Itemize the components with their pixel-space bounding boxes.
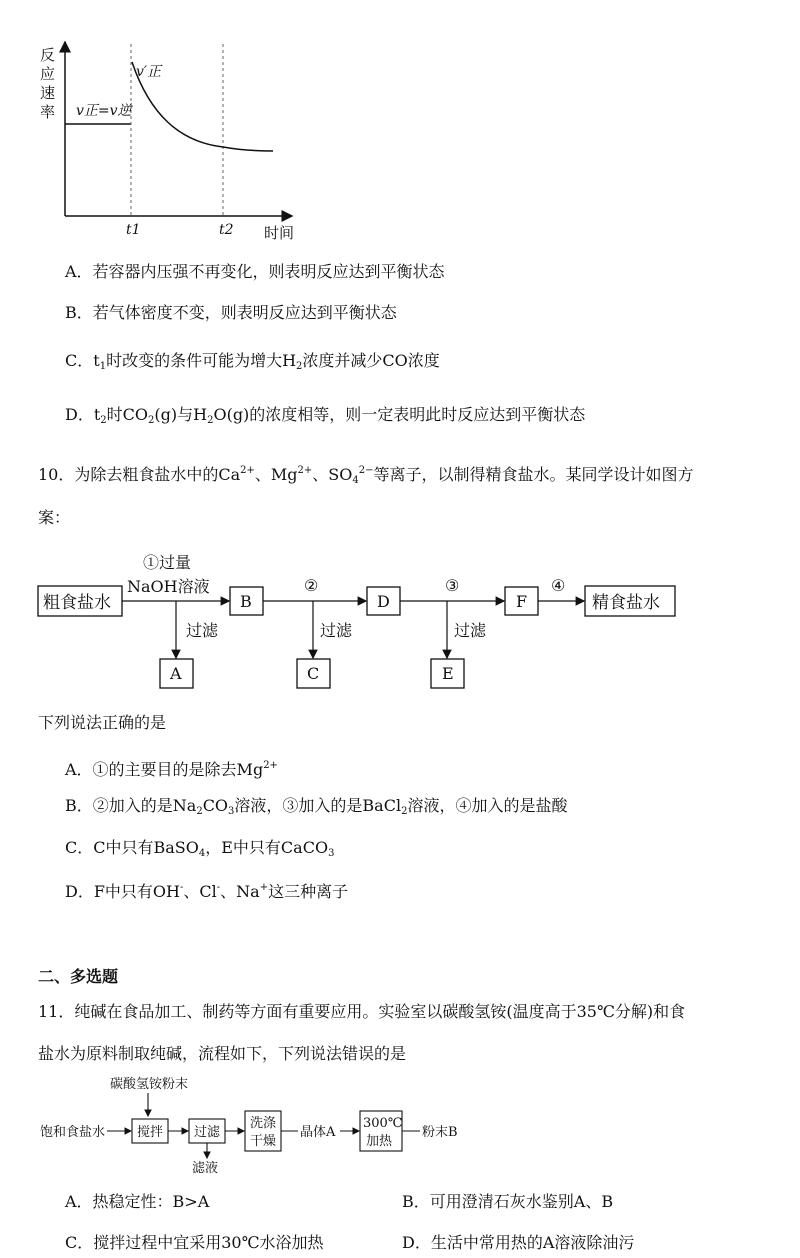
y-axis-char: 反	[40, 46, 56, 64]
step1-top-label: ①过量	[143, 553, 192, 572]
v-eq-label: v正=v逆	[76, 103, 132, 119]
box-f-label: F	[516, 592, 528, 611]
q9-option-c: C．$t_1$时改变的条件可能为增大$H_2$浓度并减少CO浓度	[65, 351, 440, 372]
y-axis-char: 率	[40, 103, 56, 121]
q10-option-c: C．C中只有BaSO$_4$，E中只有CaCO$_3$	[65, 838, 335, 859]
heat-temp-label: 300℃	[363, 1116, 403, 1131]
bicarbonate-powder-label: 碳酸氢铵粉末	[110, 1077, 189, 1092]
box-b-label: B	[240, 592, 252, 611]
box-d-label: D	[377, 592, 390, 611]
t1-label: t1	[126, 222, 141, 238]
q11-stem-line1: 11．纯碱在食品加工、制药等方面有重要应用。实验室以碳酸氢铵(温度高于35℃分解)和食	[38, 1002, 686, 1021]
filter3-label: 过滤	[454, 621, 487, 640]
q9-option-b: B．若气体密度不变，则表明反应达到平衡状态	[65, 303, 397, 322]
y-axis-char: 应	[40, 65, 56, 83]
filter1-label: 过滤	[186, 621, 219, 640]
q11-option-b: B．可用澄清石灰水鉴别A、B	[402, 1192, 614, 1211]
saturated-brine-label: 饱和食盐水	[40, 1125, 106, 1140]
box-c-label: C	[307, 664, 320, 683]
q11-option-c: C．搅拌过程中宜采用30℃水浴加热	[65, 1233, 324, 1252]
q11-stem-line2: 盐水为原料制取纯碱，流程如下，下列说法错误的是	[38, 1044, 407, 1063]
dry-label: 干燥	[250, 1134, 277, 1149]
filtrate-label: 滤液	[192, 1161, 219, 1176]
q10-option-a: A．①的主要目的是除去$Mg^{2+}$	[65, 760, 278, 779]
heat-label: 加热	[366, 1134, 393, 1149]
step1-bottom-label: NaOH溶液	[127, 577, 210, 596]
x-axis-label: 时间	[264, 224, 295, 242]
filter2-label: 过滤	[320, 621, 353, 640]
q11-option-d: D．生活中常用热的A溶液除油污	[402, 1233, 635, 1252]
q10-option-b: B．②加入的是$Na_2CO_3$溶液，③加入的是BaCl$_2$溶液，④加入的是盐酸	[65, 796, 568, 817]
q9-option-a: A．若容器内压强不再变化，则表明反应达到平衡状态	[65, 262, 445, 281]
section-heading: 二、多选题	[38, 967, 119, 986]
step4-label: ④	[551, 576, 566, 595]
filter-label: 过滤	[194, 1125, 221, 1140]
wash-label: 洗涤	[250, 1116, 277, 1131]
q10-option-d: D．F中只有OH-、Cl-、Na+这三种离子	[65, 882, 349, 901]
refined-brine-label: 精食盐水	[592, 593, 660, 613]
box-e-label: E	[442, 664, 454, 683]
powder-b-label: 粉末B	[422, 1125, 458, 1140]
stir-label: 搅拌	[137, 1125, 164, 1140]
box-a-label: A	[170, 664, 182, 683]
crystal-a-label: 晶体A	[300, 1125, 336, 1140]
t2-label: t2	[219, 222, 234, 238]
v-prime-label: v′正	[136, 64, 162, 80]
step2-label: ②	[304, 576, 319, 595]
q10-stem: 10．为除去粗食盐水中的$Ca^{2+}$、$Mg^{2+}$、$SO_4^{2-}$等离子，以制得精食盐水。某同学设计如图方	[38, 465, 694, 486]
q9-option-d: D．$t_2$时$CO_2(g)$与$H_2O(g)$的浓度相等，则一定表明此时反应达到平衡状态	[65, 405, 586, 426]
q10-stem-line2: 案：	[38, 508, 71, 527]
q11-option-a: A．热稳定性：B>A	[65, 1192, 210, 1211]
crude-brine-label: 粗食盐水	[43, 593, 111, 613]
y-axis-char: 速	[40, 84, 56, 102]
q10-question: 下列说法正确的是	[38, 713, 167, 732]
step3-label: ③	[445, 576, 460, 595]
